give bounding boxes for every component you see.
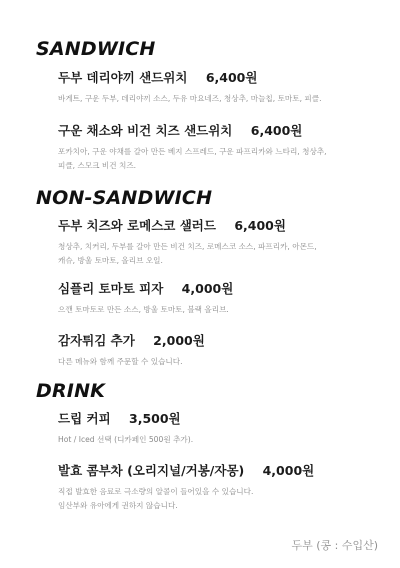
item-description-line: 직접 발효한 음료로 극소량의 알콜이 들어있을 수 있습니다. xyxy=(58,487,254,496)
menu-item-kombucha xyxy=(58,463,380,513)
item-name: 드립 커피 xyxy=(58,411,111,426)
item-description xyxy=(58,303,380,317)
menu-item-simply-tomato-pizza xyxy=(58,281,380,317)
item-name: 감자튀김 추가 xyxy=(58,333,135,348)
item-description xyxy=(58,240,380,268)
menu-item-drip-coffee xyxy=(58,411,380,447)
item-name: 심플리 토마토 피자 xyxy=(58,281,164,296)
item-price: 6,400원 xyxy=(205,70,258,85)
item-description-line: 다른 메뉴와 함께 주문할 수 있습니다. xyxy=(58,357,183,366)
item-name: 두부 데리야끼 샌드위치 xyxy=(58,70,188,85)
item-description-line: 캐슈, 방울 토마토, 올리브 오일. xyxy=(58,256,163,265)
menu-item-vegan-cheese-sandwich xyxy=(58,123,380,173)
item-description-line: 임산부와 유아에게 권하지 않습니다. xyxy=(58,501,178,510)
item-price: 6,400원 xyxy=(250,123,303,138)
item-description-line: 으깬 토마토로 만든 소스, 방울 토마토, 블랙 올리브. xyxy=(58,305,229,314)
item-description xyxy=(58,145,380,173)
item-description-line: 포카치아, 구운 야채를 갈아 만든 베지 스프레드, 구운 파프리카와 느타리, 청상추, xyxy=(58,147,327,156)
item-description-line: 바게트, 구운 두부, 데리야끼 소스, 두유 마요네즈, 청상추, 마늘칩, 토마토, 피클. xyxy=(58,94,322,103)
item-price: 2,000원 xyxy=(153,333,205,348)
item-name: 구운 채소와 비건 치즈 샌드위치 xyxy=(58,123,233,138)
origin-note: 두부 (콩 : 수입산) xyxy=(291,539,378,552)
section-title-drink: DRINK xyxy=(36,380,106,402)
item-description-line: Hot / Iced 선택 (디카페인 500원 추가). xyxy=(58,435,194,444)
item-description-line: 피클, 스모크 비건 치즈. xyxy=(58,161,137,170)
item-name: 발효 콤부차 (오리지널/거봉/자몽) xyxy=(58,463,245,478)
item-price: 4,000원 xyxy=(181,281,234,296)
menu-item-tofu-cheese-romesco-salad xyxy=(58,218,380,268)
item-description xyxy=(58,92,380,106)
section-title-sandwich: SANDWICH xyxy=(36,38,156,60)
menu-item-tofu-teriyaki-sandwich xyxy=(58,70,380,106)
item-description xyxy=(58,355,380,369)
item-price: 3,500원 xyxy=(129,411,181,426)
item-description xyxy=(58,485,380,513)
item-price: 6,400원 xyxy=(234,218,286,233)
section-title-non-sandwich: NON-SANDWICH xyxy=(36,187,213,209)
item-description-line: 청상추, 치커리, 두부를 갈아 만든 비건 치즈, 로메스코 소스, 파프리카, 아몬드, xyxy=(58,242,317,251)
item-price: 4,000원 xyxy=(262,463,315,478)
item-name: 두부 치즈와 로메스코 샐러드 xyxy=(58,218,216,233)
item-description xyxy=(58,433,380,447)
menu-item-add-fries xyxy=(58,333,380,369)
